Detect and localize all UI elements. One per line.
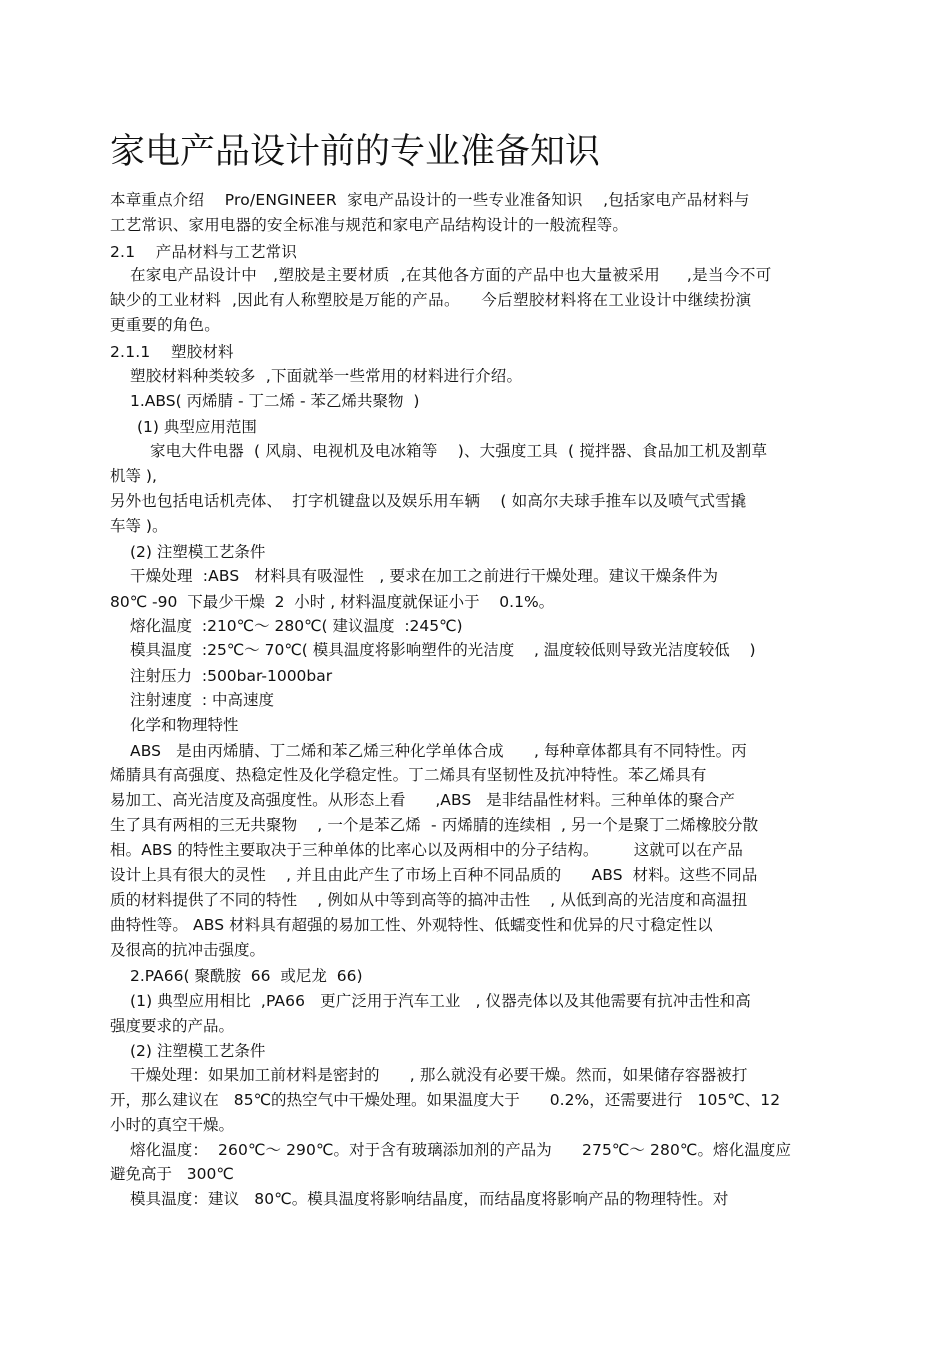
text-line: 80℃ -90 下最少干燥 2 小时 , 材料温度就保证小于 0.1%。 bbox=[110, 593, 555, 611]
text-line: 干燥处理：如果加工前材料是密封的 , 那么就没有必要干燥。然而，如果储存容器被打 bbox=[130, 1066, 748, 1084]
text-line: 生了具有两相的三无共聚物 , 一个是苯乙烯 - 丙烯腈的连续相 , 另一个是聚丁二烯橡胶分散 bbox=[110, 816, 759, 834]
text-line: 本章重点介绍 Pro/ENGINEER 家电产品设计的一些专业准备知识 ,包括家电产品材料与 bbox=[110, 191, 750, 209]
text-line: 模具温度：建议 80℃。模具温度将影响结晶度，而结晶度将影响产品的物理特性。对 bbox=[130, 1190, 729, 1208]
text-line: 模具温度 :25℃～ 70℃( 模具温度将影响塑件的光洁度 , 温度较低则导致光洁度较低 ) bbox=[130, 641, 756, 659]
text-line: 1.ABS( 丙烯腈 - 丁二烯 - 苯乙烯共聚物 ) bbox=[130, 392, 420, 410]
text-line: (2) 注塑模工艺条件 bbox=[130, 1042, 266, 1060]
text-line: 熔化温度： 260℃～ 290℃。对于含有玻璃添加剂的产品为 275℃～ 280℃。熔化温度应 bbox=[130, 1141, 792, 1159]
text-line: 另外也包括电话机壳体、 打字机键盘以及娱乐用车辆 ( 如高尔夫球手推车以及喷气式雪撬 bbox=[110, 492, 747, 510]
text-line: 工艺常识、家用电器的安全标准与规范和家电产品结构设计的一般流程等。 bbox=[110, 216, 629, 234]
text-line: 相。ABS 的特性主要取决于三种单体的比率心以及两相中的分子结构。 这就可以在产品 bbox=[110, 841, 743, 859]
text-line: (2) 注塑模工艺条件 bbox=[130, 543, 266, 561]
text-line: 开，那么建议在 85℃的热空气中干燥处理。如果温度大于 0.2%，还需要进行 105℃、12 bbox=[110, 1091, 781, 1109]
text-line: 注射压力 :500bar-1000bar bbox=[130, 667, 333, 685]
text-line: 注射速度 : 中高速度 bbox=[130, 691, 275, 709]
text-line: 曲特性等。 ABS 材料具有超强的易加工性、外观特性、低蠕变性和优异的尺寸稳定性以 bbox=[110, 916, 713, 934]
text-line: 烯腈具有高强度、热稳定性及化学稳定性。丁二烯具有坚韧性及抗冲特性。苯乙烯具有 bbox=[110, 766, 707, 784]
text-line: 机等 ), bbox=[110, 467, 157, 485]
text-line: 车等 )。 bbox=[110, 517, 168, 535]
text-line: 避免高于 300℃ bbox=[110, 1165, 234, 1183]
text-line: 干燥处理 :ABS 材料具有吸湿性 , 要求在加工之前进行干燥处理。建议干燥条件为 bbox=[130, 567, 719, 585]
text-line: 设计上具有很大的灵性 , 并且由此产生了市场上百种不同品质的 ABS 材料。这些不同品 bbox=[110, 866, 758, 884]
text-line: 小时的真空干燥。 bbox=[110, 1116, 235, 1134]
text-line: 熔化温度 :210℃～ 280℃( 建议温度 :245℃) bbox=[130, 617, 463, 635]
text-line: 2.PA66( 聚酰胺 66 或尼龙 66) bbox=[130, 967, 363, 985]
text-line: 在家电产品设计中 ,塑胶是主要材质 ,在其他各方面的产品中也大量被采用 ,是当今不可 bbox=[130, 266, 772, 284]
text-line: 塑胶材料种类较多 ,下面就举一些常用的材料进行介绍。 bbox=[130, 367, 523, 385]
text-line: 更重要的角色。 bbox=[110, 316, 220, 334]
text-line: 2.1.1 塑胶材料 bbox=[110, 343, 234, 361]
text-line: (1) 典型应用范围 bbox=[137, 418, 257, 436]
text-line: 2.1 产品材料与工艺常识 bbox=[110, 243, 298, 261]
text-line: (1) 典型应用相比 ,PA66 更广泛用于汽车工业 , 仪器壳体以及其他需要有抗冲击性和高 bbox=[130, 992, 751, 1010]
text-line: 易加工、高光洁度及高强度性。从形态上看 ,ABS 是非结晶性材料。三种单体的聚合产 bbox=[110, 791, 735, 809]
text-line: 强度要求的产品。 bbox=[110, 1017, 235, 1035]
text-line: 质的材料提供了不同的特性 , 例如从中等到高等的搞冲击性 , 从低到高的光洁度和高温扭 bbox=[110, 891, 748, 909]
text-line: 缺少的工业材料 ,因此有人称塑胶是万能的产品。 今后塑胶材料将在工业设计中继续扮演 bbox=[110, 291, 752, 309]
text-line: ABS 是由丙烯腈、丁二烯和苯乙烯三种化学单体合成 , 每种章体都具有不同特性。丙 bbox=[130, 742, 747, 760]
text-line: 及很高的抗冲击强度。 bbox=[110, 941, 266, 959]
page-title: 家电产品设计前的专业准备知识 bbox=[110, 132, 601, 172]
text-line: 化学和物理特性 bbox=[130, 716, 239, 734]
text-line: 家电大件电器 ( 风扇、电视机及电冰箱等 )、大强度工具 ( 搅拌器、食品加工机及割草 bbox=[150, 442, 768, 460]
